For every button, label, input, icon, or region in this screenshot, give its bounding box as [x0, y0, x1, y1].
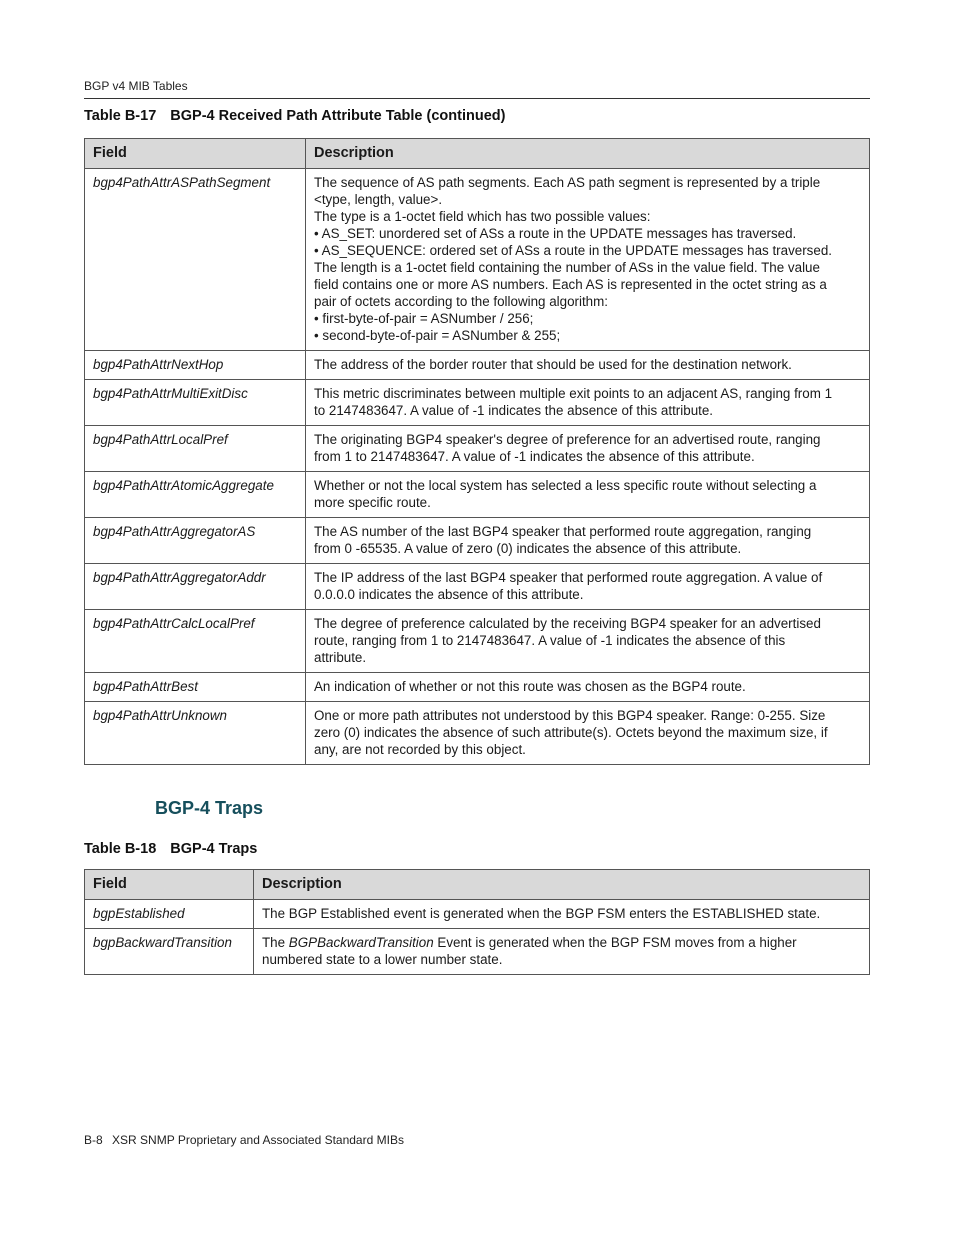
column-header-field: Field — [85, 139, 306, 169]
field-name: bgp4PathAttrUnknown — [85, 702, 306, 765]
field-name: bgp4PathAttrMultiExitDisc — [85, 380, 306, 426]
column-header-description: Description — [306, 139, 870, 169]
table-header-row — [85, 139, 870, 169]
description-line: The address of the border router that should be used for the destination network. — [314, 357, 792, 372]
field-name: bgpEstablished — [85, 900, 254, 929]
table-header-row — [85, 870, 870, 900]
field-description — [306, 472, 870, 518]
table-b18-caption-title: BGP-4 Traps — [170, 841, 258, 857]
description-line: zero (0) indicates the absence of such attribute(s). Octets beyond the maximum size, if — [314, 725, 828, 740]
description-line: field contains one or more AS numbers. Each AS is represented in the octet string as a — [314, 277, 827, 292]
description-line: <type, length, value>. — [314, 192, 443, 207]
field-name: bgp4PathAttrLocalPref — [85, 426, 306, 472]
description-line: The IP address of the last BGP4 speaker that performed route aggregation. A value of — [314, 570, 823, 585]
description-line: An indication of whether or not this route was chosen as the BGP4 route. — [314, 679, 746, 694]
field-description — [306, 610, 870, 673]
header-rule — [84, 98, 870, 99]
description-line: from 0 -65535. A value of zero (0) indicates the absence of this attribute. — [314, 541, 742, 556]
description-line: The AS number of the last BGP4 speaker that performed route aggregation, ranging — [314, 524, 812, 539]
desc-text: numbered state to a lower number state. — [262, 952, 503, 967]
description-line: any, are not recorded by this object. — [314, 742, 526, 757]
description-line: from 1 to 2147483647. A value of -1 indicates the absence of this attribute. — [314, 449, 755, 464]
page-footer — [84, 1133, 404, 1147]
description-line: to 2147483647. A value of -1 indicates the absence of this attribute. — [314, 403, 714, 418]
description-line: • first-byte-of-pair = ASNumber / 256; — [314, 311, 534, 326]
description-line: The degree of preference calculated by the receiving BGP4 speaker for an advertised — [314, 616, 821, 631]
field-description — [306, 564, 870, 610]
section-heading: BGP-4 Traps — [155, 798, 264, 818]
column-header-description: Description — [254, 870, 870, 900]
field-description: The BGP Established event is generated when the BGP FSM enters the ESTABLISHED state. — [254, 900, 870, 929]
field-description — [306, 426, 870, 472]
description-line: route, ranging from 1 to 2147483647. A value of -1 indicates the absence of this — [314, 633, 786, 648]
field-description — [306, 518, 870, 564]
table-row — [85, 472, 870, 518]
field-name: bgp4PathAttrCalcLocalPref — [85, 610, 306, 673]
table-row — [85, 702, 870, 765]
desc-text: Event is generated when the BGP FSM moves from a higher — [433, 935, 797, 950]
description-line: The length is a 1-octet field containing the number of ASs in the value field. The value — [314, 260, 820, 275]
table-row — [85, 673, 870, 702]
page-number: B-8 — [84, 1133, 103, 1147]
table-row — [85, 351, 870, 380]
table-b17 — [84, 138, 870, 765]
description-line: This metric discriminates between multiple exit points to an adjacent AS, ranging from 1 — [314, 386, 833, 401]
description-line: The originating BGP4 speaker's degree of preference for an advertised route, ranging — [314, 432, 821, 447]
field-description — [306, 673, 870, 702]
table-b17-body — [85, 169, 870, 765]
description-line: 0.0.0.0 indicates the absence of this attribute. — [314, 587, 584, 602]
table-b17-caption-number: Table B-17 — [84, 108, 157, 124]
column-header-field: Field — [85, 870, 254, 900]
table-row — [85, 929, 870, 975]
table-row — [85, 900, 870, 929]
field-name: bgp4PathAttrNextHop — [85, 351, 306, 380]
table-row — [85, 426, 870, 472]
field-description — [306, 702, 870, 765]
field-name: bgpBackwardTransition — [85, 929, 254, 975]
table-b17-caption-title: BGP-4 Received Path Attribute Table (continued) — [170, 108, 506, 124]
description-line: pair of octets according to the following algorithm: — [314, 294, 609, 309]
description-line: more specific route. — [314, 495, 431, 510]
field-name: bgp4PathAttrAggregatorAddr — [85, 564, 306, 610]
field-description — [306, 169, 870, 351]
field-description — [306, 380, 870, 426]
desc-italic-term: BGPBackwardTransition — [288, 935, 434, 950]
field-name: bgp4PathAttrAtomicAggregate — [85, 472, 306, 518]
description-line: • AS_SEQUENCE: ordered set of ASs a route in the UPDATE messages has traversed. — [314, 243, 832, 258]
field-description — [254, 929, 870, 975]
desc-text: The — [262, 935, 289, 950]
running-header: BGP v4 MIB Tables — [84, 79, 188, 93]
field-name: bgp4PathAttrAggregatorAS — [85, 518, 306, 564]
description-line: The type is a 1-octet field which has two possible values: — [314, 209, 651, 224]
table-b17-caption — [84, 108, 505, 124]
table-b18-caption-number: Table B-18 — [84, 841, 157, 857]
description-line: Whether or not the local system has selected a less specific route without selecting a — [314, 478, 817, 493]
footer-title: XSR SNMP Proprietary and Associated Standard MIBs — [112, 1133, 404, 1147]
field-name: bgp4PathAttrBest — [85, 673, 306, 702]
field-name: bgp4PathAttrASPathSegment — [85, 169, 306, 351]
table-row — [85, 518, 870, 564]
table-row — [85, 610, 870, 673]
description-line: • second-byte-of-pair = ASNumber & 255; — [314, 328, 561, 343]
description-line: One or more path attributes not understood by this BGP4 speaker. Range: 0-255. Size — [314, 708, 826, 723]
table-row — [85, 380, 870, 426]
description-line: attribute. — [314, 650, 367, 665]
field-description — [306, 351, 870, 380]
table-row — [85, 169, 870, 351]
table-b18-caption — [84, 841, 257, 857]
table-b18 — [84, 869, 870, 975]
table-row — [85, 564, 870, 610]
description-line: • AS_SET: unordered set of ASs a route in the UPDATE messages has traversed. — [314, 226, 797, 241]
description-line: The sequence of AS path segments. Each AS path segment is represented by a triple — [314, 175, 821, 190]
